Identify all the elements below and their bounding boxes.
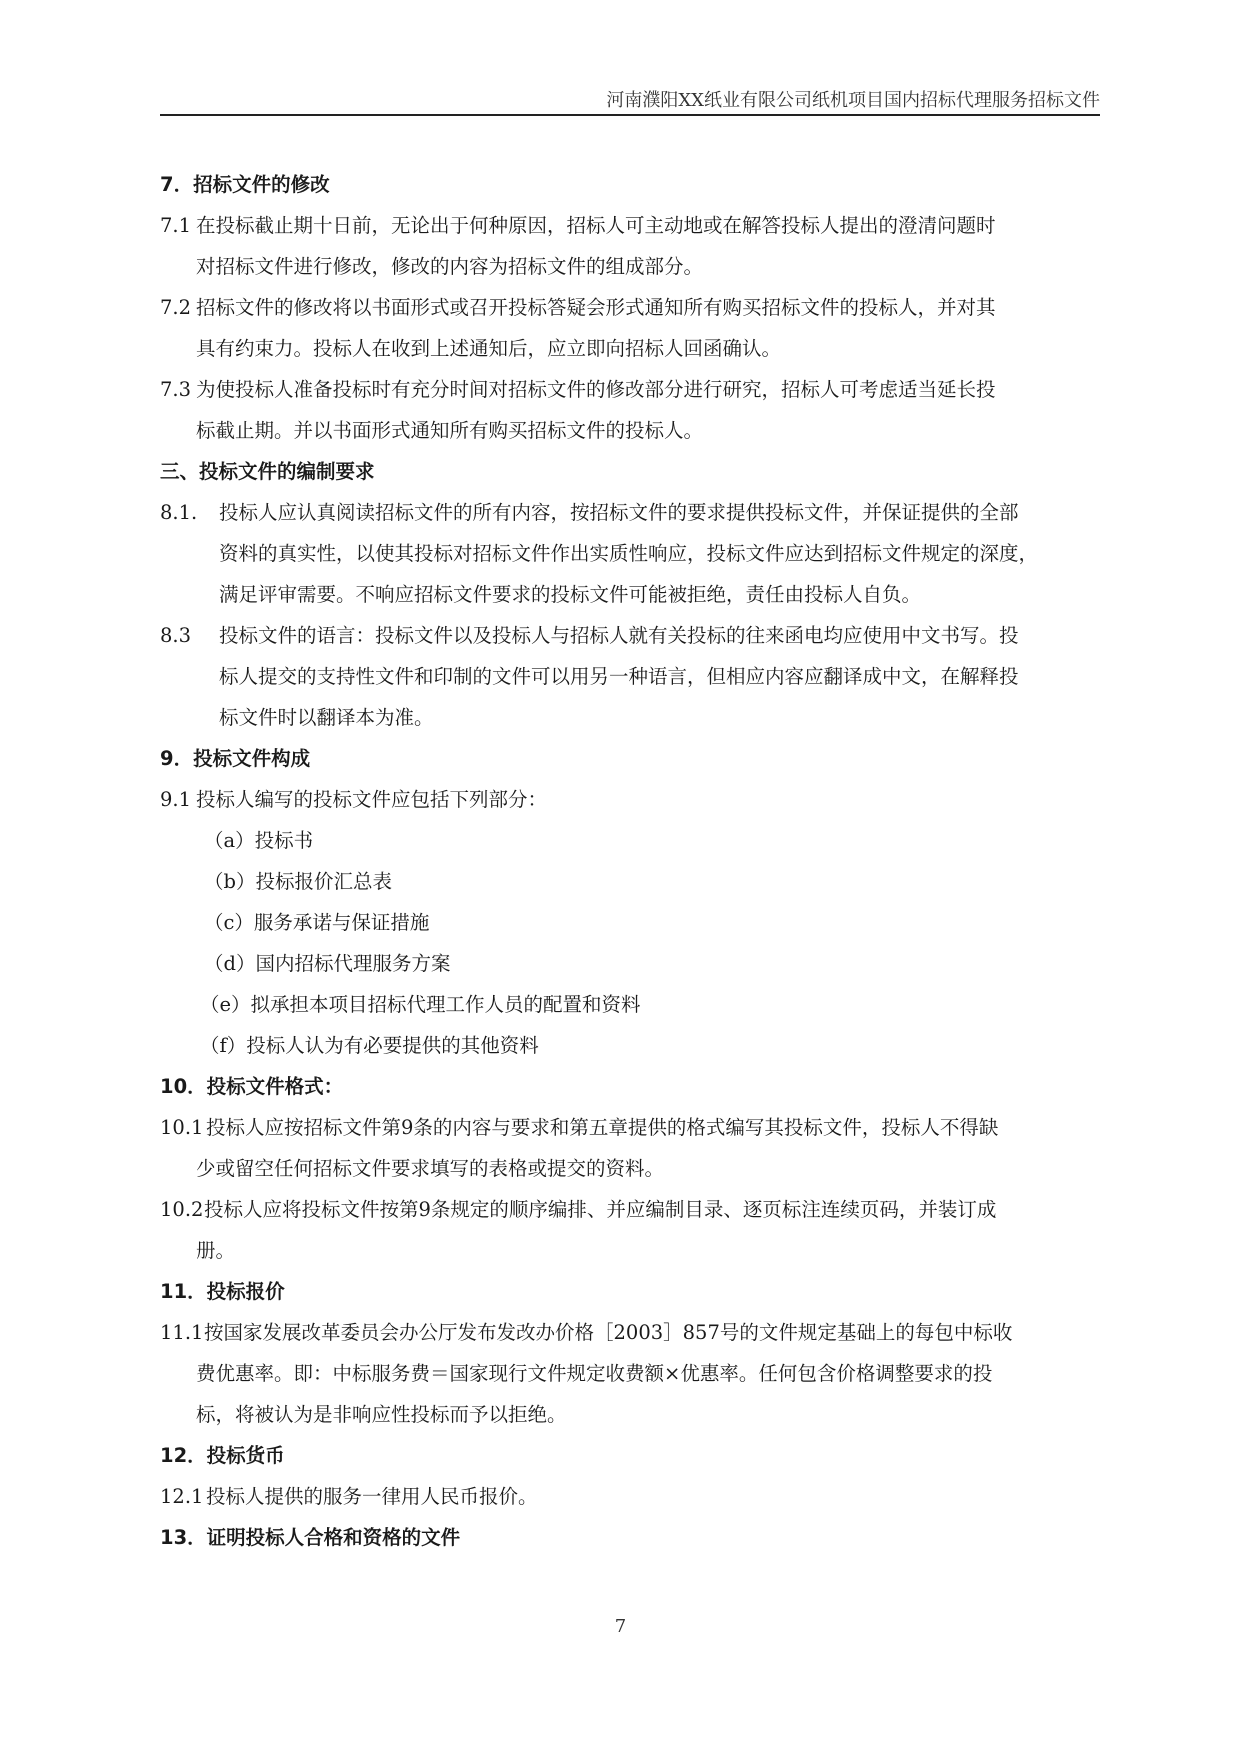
list-item-d: （d）国内招标代理服务方案 — [204, 952, 451, 975]
list-item-f: （f）投标人认为有必要提供的其他资料 — [200, 1034, 539, 1057]
para-9-1 — [160, 779, 1102, 820]
para-11-1-cont: 费优惠率。即：中标服务费＝国家现行文件规定收费额×优惠率。任何包含价格调整要求的投 — [196, 1362, 993, 1385]
para-10-1-cont: 少或留空任何招标文件要求填写的表格或提交的资料。 — [196, 1157, 665, 1180]
page-number: 7 — [614, 1616, 627, 1637]
para-text: 在投标截止期十日前，无论出于何种原因，招标人可主动地或在解答投标人提出的澄清问题时 — [196, 214, 996, 237]
heading-9: 9．投标文件构成 — [160, 747, 311, 770]
para-8-3 — [160, 615, 1102, 656]
document-body — [160, 164, 1102, 1558]
para-11-1 — [160, 1312, 1102, 1353]
para-7-3 — [160, 369, 1102, 410]
para-text: 投标人应认真阅读招标文件的所有内容，按招标文件的要求提供投标文件，并保证提供的全部 — [219, 501, 1019, 524]
list-item-c: （c）服务承诺与保证措施 — [204, 911, 430, 934]
para-text: 投标人应按招标文件第9条的内容与要求和第五章提供的格式编写其投标文件，投标人不得缺 — [206, 1116, 999, 1139]
para-text: 按国家发展改革委员会办公厅发布发改办价格［2003］857号的文件规定基础上的每包中标收 — [204, 1321, 1013, 1344]
para-7-1 — [160, 205, 1102, 246]
para-12-1 — [160, 1476, 1102, 1517]
para-8-1 — [160, 492, 1102, 533]
para-text: 投标人应将投标文件按第9条规定的顺序编排、并应编制目录、逐页标注连续页码，并装订成 — [204, 1198, 997, 1221]
clause-number: 8.3 — [160, 624, 192, 647]
clause-number: 10.1 — [160, 1116, 204, 1139]
header-title: 河南濮阳XX纸业有限公司纸机项目国内招标代理服务招标文件 — [606, 90, 1100, 111]
para-7-2 — [160, 287, 1102, 328]
para-7-1-cont: 对招标文件进行修改，修改的内容为招标文件的组成部分。 — [196, 255, 704, 278]
clause-number: 7.2 — [160, 296, 192, 319]
para-8-1-cont: 资料的真实性，以使其投标对招标文件作出实质性响应，投标文件应达到招标文件规定的深度， — [219, 542, 1039, 565]
clause-number: 7.3 — [160, 378, 192, 401]
para-text: 投标文件的语言：投标文件以及投标人与招标人就有关投标的往来函电均应使用中文书写。投 — [219, 624, 1019, 647]
para-8-1-cont: 满足评审需要。不响应招标文件要求的投标文件可能被拒绝，责任由投标人自负。 — [219, 583, 922, 606]
clause-number: 10.2 — [160, 1198, 204, 1221]
clause-number: 8.1. — [160, 501, 198, 524]
heading-section-3: 三、投标文件的编制要求 — [160, 460, 375, 483]
para-10-1 — [160, 1107, 1102, 1148]
clause-number: 9.1 — [160, 788, 192, 811]
list-item-a: （a）投标书 — [204, 829, 314, 852]
heading-10: 10．投标文件格式： — [160, 1075, 344, 1098]
para-8-3-cont: 标文件时以翻译本为准。 — [219, 706, 434, 729]
heading-7: 7．招标文件的修改 — [160, 173, 330, 196]
para-10-2-cont: 册。 — [196, 1239, 236, 1262]
para-11-1-cont: 标，将被认为是非响应性投标而予以拒绝。 — [196, 1403, 567, 1426]
list-item-b: （b）投标报价汇总表 — [204, 870, 392, 893]
para-10-2 — [160, 1189, 1102, 1230]
heading-12: 12．投标货币 — [160, 1444, 285, 1467]
para-7-2-cont: 具有约束力。投标人在收到上述通知后，应立即向招标人回函确认。 — [196, 337, 782, 360]
para-7-3-cont: 标截止期。并以书面形式通知所有购买招标文件的投标人。 — [196, 419, 704, 442]
para-text: 招标文件的修改将以书面形式或召开投标答疑会形式通知所有购买招标文件的投标人，并对其 — [196, 296, 996, 319]
para-text: 为使投标人准备投标时有充分时间对招标文件的修改部分进行研究，招标人可考虑适当延长投 — [196, 378, 996, 401]
heading-13: 13．证明投标人合格和资格的文件 — [160, 1526, 461, 1549]
clause-number: 12.1 — [160, 1485, 204, 1508]
list-item-e: （e）拟承担本项目招标代理工作人员的配置和资料 — [200, 993, 641, 1016]
heading-11: 11．投标报价 — [160, 1280, 285, 1303]
para-text: 投标人编写的投标文件应包括下列部分： — [196, 788, 548, 811]
header-rule — [160, 114, 1100, 116]
para-text: 投标人提供的服务一律用人民币报价。 — [206, 1485, 538, 1508]
para-8-3-cont: 标人提交的支持性文件和印制的文件可以用另一种语言，但相应内容应翻译成中文，在解释投 — [219, 665, 1019, 688]
clause-number: 7.1 — [160, 214, 192, 237]
clause-number: 11.1 — [160, 1321, 204, 1344]
